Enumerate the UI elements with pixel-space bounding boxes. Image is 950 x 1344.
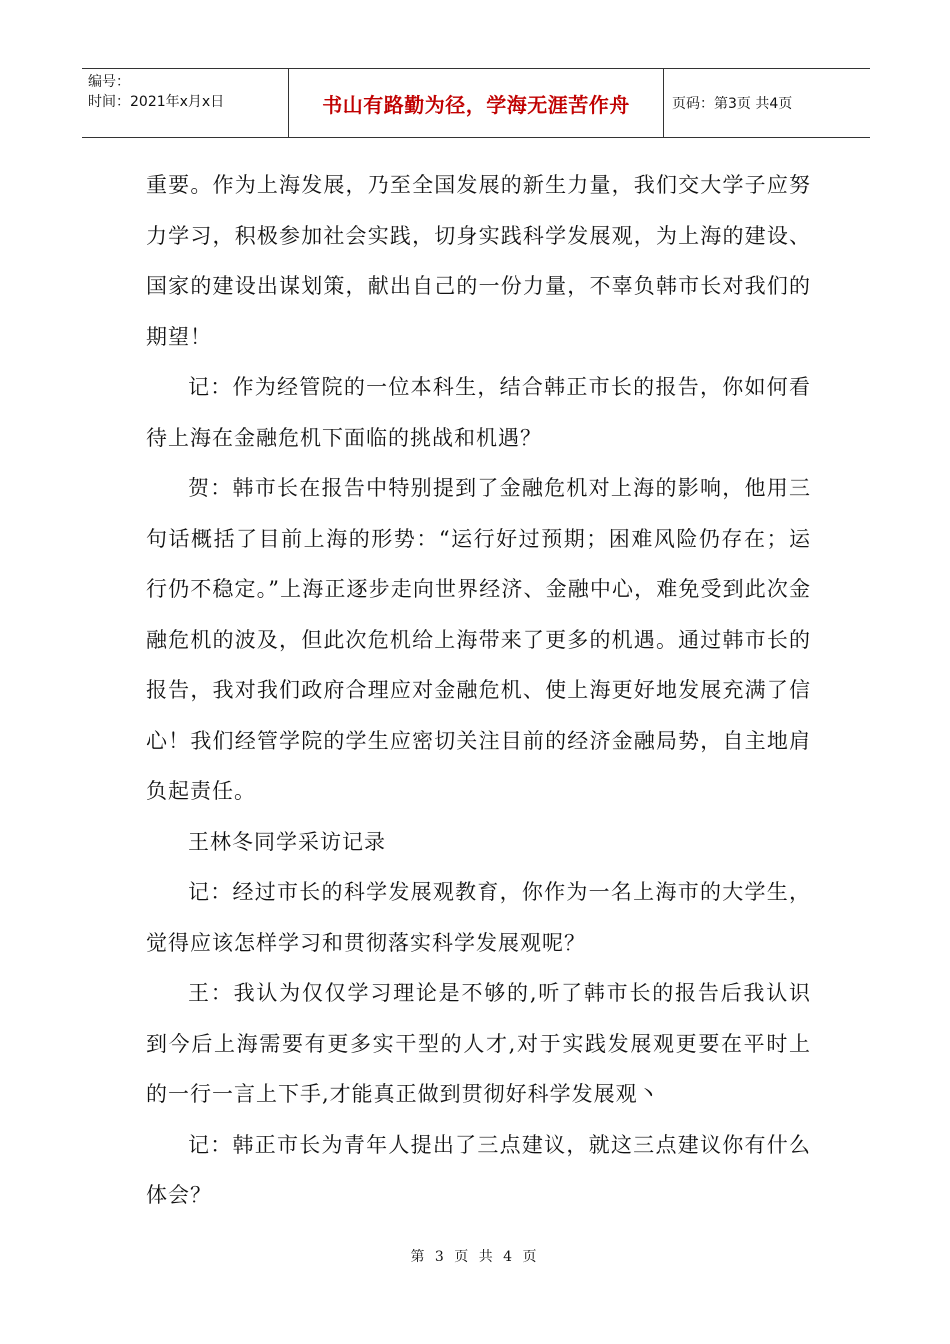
- page-header: [82, 68, 870, 138]
- paragraph-question: 记：作为经管院的一位本科生，结合韩正市长的报告，你如何看待上海在金融危机下面临的挑战和机遇？: [146, 375, 811, 450]
- header-page-info: 页码：第3页 共4页: [672, 96, 793, 112]
- section-heading: 王林冬同学采访记录: [188, 829, 386, 854]
- paragraph-answer: 王：我认为仅仅学习理论是不够的,听了韩市长的报告后我认识到今后上海需要有更多实干型的人才,对于实践发展观更要在平时上的一行一言上下手,才能真正做到贯彻好科学发展观丶: [146, 981, 811, 1106]
- page-footer: 第 3 页 共 4 页: [410, 1249, 540, 1265]
- paragraph-question: 记：经过市长的科学发展观教育，你作为一名上海市的大学生，觉得应该怎样学习和贯彻落实科学发展观呢？: [146, 880, 811, 955]
- paragraph-answer: 贺：韩市长在报告中特别提到了金融危机对上海的影响，他用三句话概括了目前上海的形势：“运行好过预期；困难风险仍存在；运行仍不稳定。”上海正逐步走向世界经济、金融中心，难免受到此次金融危机的波及，但此次危机给上海带来了更多的机遇。通过韩市长的报告，我对我们政府合理应对金融危机、使上海更好地发展充满了信心！我们经管学院的学生应密切关注目前的经济金融局势，自主地肩负起责任。: [146, 476, 811, 803]
- paragraph-question: 记：韩正市长为青年人提出了三点建议，就这三点建议你有什么体会？: [146, 1132, 811, 1207]
- document-body: [146, 160, 811, 1221]
- paragraph-continuation: 重要。作为上海发展，乃至全国发展的新生力量，我们交大学子应努力学习，积极参加社会实践，切身实践科学发展观，为上海的建设、国家的建设出谋划策，献出自己的一份力量，不辜负韩市长对我们的期望！: [146, 173, 811, 349]
- header-motto: 书山有路勤为径，学海无涯苦作舟: [289, 69, 664, 137]
- header-number-label: 编号：: [88, 74, 130, 90]
- header-time-label: 时间：2021年x月x日: [88, 94, 225, 110]
- header-meta: [82, 69, 289, 137]
